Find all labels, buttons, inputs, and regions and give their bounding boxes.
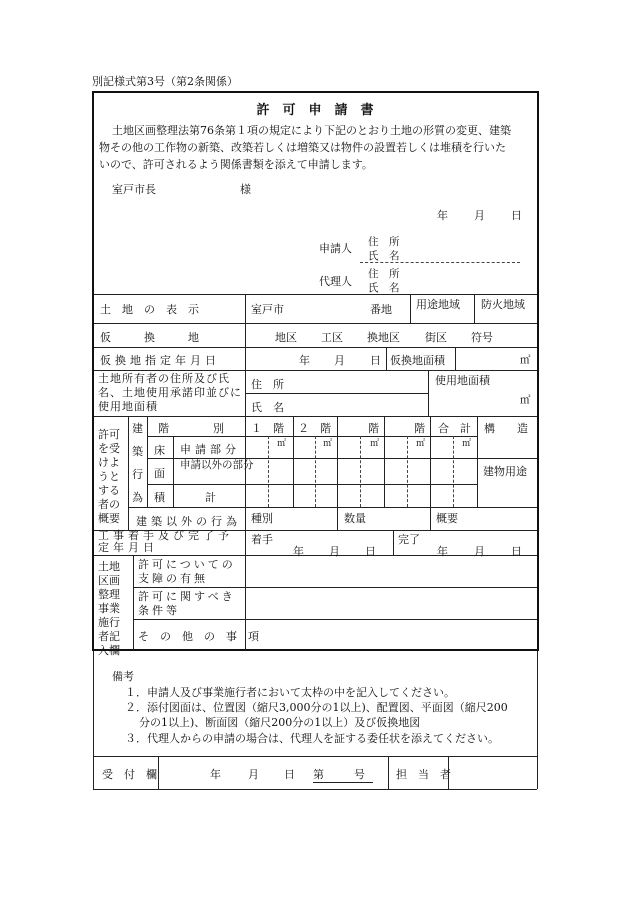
use-area-unit: ㎡ — [520, 394, 531, 406]
m2-unit-5: ㎡ — [462, 439, 472, 449]
addressee: 室戸市長 — [112, 183, 156, 196]
kari-area-unit: ㎡ — [520, 354, 531, 366]
date-year: 年 — [437, 209, 448, 222]
suuryou-label: 数量 — [344, 512, 366, 525]
note-2: ２．添付図面は、位置図（縮尺3,000分の1以上)、配置図、平面図（縮尺200 — [125, 701, 508, 714]
end-year: 年 — [437, 545, 448, 558]
floor-3-header: 階 — [368, 422, 379, 435]
other-matters-label: そ の 他 の 事 項 — [138, 630, 259, 643]
seki-char: 積 — [154, 491, 165, 504]
reception-label: 受 付 欄 — [102, 768, 157, 781]
reception-month: 月 — [248, 768, 259, 781]
m2-unit-1: ㎡ — [277, 439, 287, 449]
intro-line-2: 物その他の工作物の新築、改築若しくは増築又は物件の設置若しくは堆積を行いた — [99, 141, 506, 154]
owner-address-label: 住 所 — [251, 378, 284, 391]
use-zone-label: 用途地域 — [416, 298, 460, 311]
applicant-name-label: 氏 名 — [368, 250, 400, 262]
building-use-label: 建物用途 — [483, 465, 527, 478]
floor-header-label: 階 別 — [158, 422, 224, 435]
agent-label: 代理人 — [319, 275, 352, 288]
shubetsu-label: 種別 — [251, 512, 273, 525]
kou-char: 行 — [132, 468, 143, 481]
applicant-overview-label: 許可を受けようとする者の概要 — [98, 428, 120, 525]
kari-date-month: 月 — [334, 354, 345, 367]
kari-label: 仮 換 地 — [100, 331, 199, 344]
agent-address-label: 住 所 — [368, 268, 400, 280]
start-label: 着手 — [251, 533, 273, 546]
kari-date-year: 年 — [299, 354, 310, 367]
total-row-label: 計 — [205, 491, 216, 504]
menseki-char: 面 — [154, 467, 165, 480]
start-year: 年 — [293, 545, 304, 558]
fugo-label: 符号 — [471, 331, 493, 344]
applicant-label: 申請人 — [319, 242, 352, 255]
operator-side-label: 土地区画整理事業施行者記入欄 — [98, 560, 120, 657]
reception-number — [313, 766, 373, 783]
notes-heading: 備考 — [112, 670, 134, 683]
note-2-cont: 分の1以上)、断面図（縮尺200分の1以上）及び仮換地図 — [139, 716, 421, 729]
other-part-label: 申請以外の部分 — [180, 459, 254, 471]
end-month: 月 — [474, 545, 485, 558]
note-1: １．申請人及び事業施行者において太枠の中を記入してください。 — [125, 686, 455, 699]
non-building-label: 建築以外の行為 — [136, 515, 241, 528]
kouku-label: 工区 — [321, 331, 343, 344]
schedule-label: 工事着手及び完了予定年月日 — [98, 529, 233, 554]
end-day: 日 — [511, 545, 522, 558]
owner-label: 土地所有者の住所及び氏名、土地使用承諾印並びに使用地面積 — [98, 372, 242, 413]
owner-name-label: 氏 名 — [251, 401, 284, 414]
kari-date-day: 日 — [370, 354, 381, 367]
gaiyou-label: 概要 — [436, 512, 458, 525]
banchi-label: 番地 — [370, 303, 392, 316]
structure-label: 構 造 — [484, 422, 528, 435]
use-area-label: 使用地面積 — [435, 374, 490, 387]
form-label: 別記様式第3号（第2条関係） — [92, 75, 238, 88]
intro-line-1: 土地区画整理法第76条第１項の規定により下記のとおり土地の形質の変更、建築 — [112, 124, 511, 137]
addressee-honorific: 様 — [240, 183, 251, 196]
date-day: 日 — [511, 209, 522, 222]
permit-conditions-label: 許可に関すべき条件等 — [138, 590, 236, 617]
floor-1-header: １ 階 — [251, 422, 284, 435]
floor-char: 床 — [154, 444, 165, 457]
reception-day: 日 — [284, 768, 295, 781]
floor-2-header: ２ 階 — [298, 422, 331, 435]
fire-zone-label: 防火地域 — [481, 298, 525, 311]
end-label: 完了 — [398, 533, 420, 546]
start-day: 日 — [365, 545, 376, 558]
kanchiku-label: 換地区 — [367, 331, 400, 344]
chiku-char: 築 — [132, 445, 143, 458]
m2-unit-2: ㎡ — [323, 439, 333, 449]
intro-line-3: いので、許可されるよう関係書類を添えて申請します。 — [99, 158, 373, 171]
permit-opinion-label: 許可についての支障の有無 — [138, 558, 236, 585]
m2-unit-3: ㎡ — [370, 439, 380, 449]
kari-date-label: 仮換地指定年月日 — [100, 354, 220, 367]
agent-name-label: 氏 名 — [368, 282, 400, 294]
m2-unit-4: ㎡ — [416, 439, 426, 449]
note-3: ３．代理人からの申請の場合は、代理人を証する委任状を添えてください。 — [125, 732, 499, 745]
i-char: 為 — [132, 491, 143, 504]
reception-dai: 第 — [313, 768, 324, 781]
date-month: 月 — [474, 209, 485, 222]
chiku-label: 地区 — [275, 331, 297, 344]
ken-char: 建 — [132, 422, 143, 435]
kari-area-label: 仮換地面積 — [390, 354, 445, 367]
city-name: 室戸市 — [251, 303, 284, 316]
form-title: 許 可 申 請 書 — [256, 103, 374, 118]
land-display-label: 土 地 の 表 示 — [100, 303, 199, 316]
person-in-charge-label: 担 当 者 — [396, 768, 451, 781]
reception-gou: 号 — [354, 768, 365, 781]
reception-year: 年 — [210, 768, 221, 781]
apply-part-label: 申請部分 — [180, 443, 240, 456]
start-month: 月 — [329, 545, 340, 558]
gaiku-label: 街区 — [425, 331, 447, 344]
applicant-address-label: 住 所 — [368, 236, 400, 248]
total-header: 合 計 — [438, 422, 471, 435]
floor-4-header: 階 — [414, 422, 425, 435]
